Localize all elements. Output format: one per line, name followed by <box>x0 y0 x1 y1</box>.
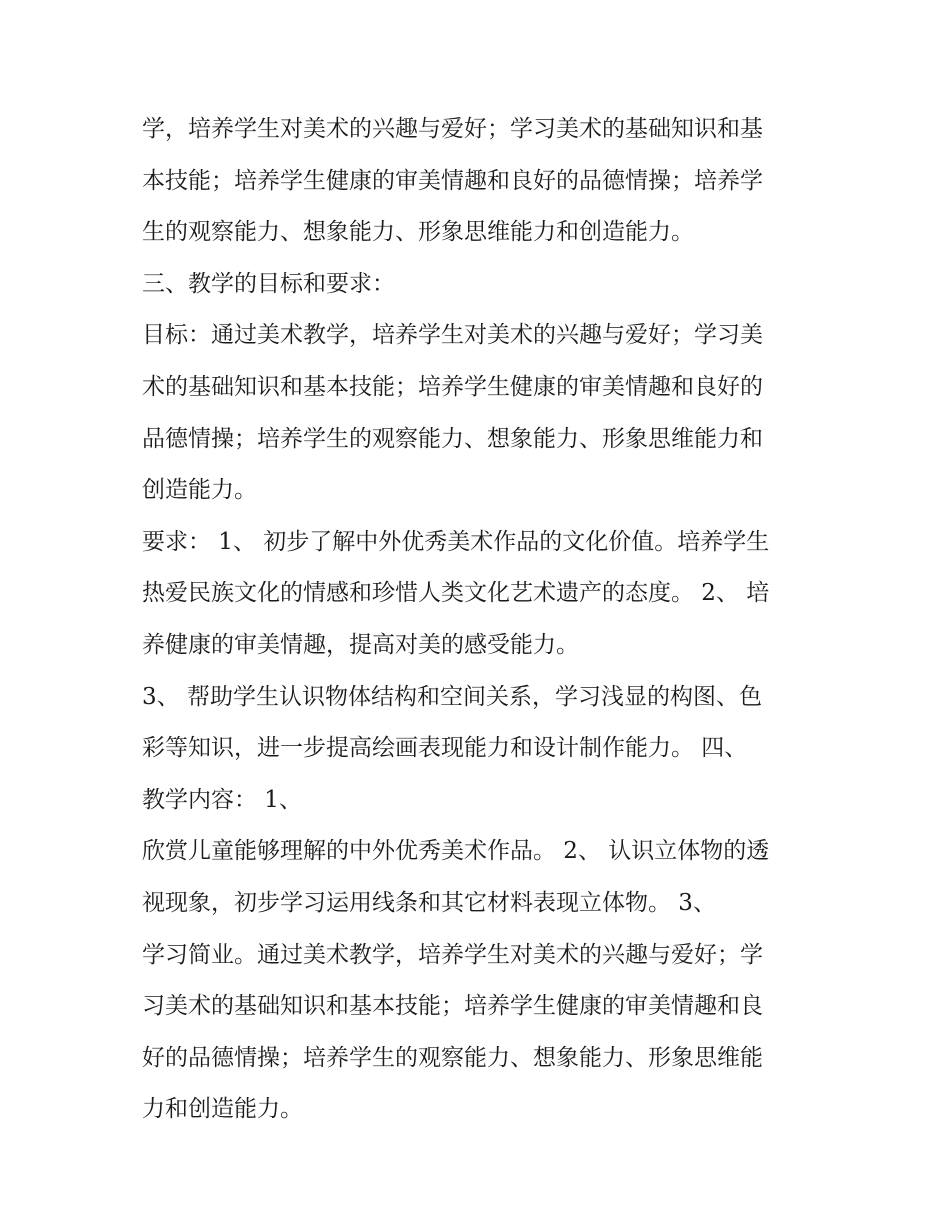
body-text <box>142 104 822 1136</box>
text-line: 学习简业。通过美术教学，培养学生对美术的兴趣与爱好；学 <box>142 941 763 968</box>
text-line: 目标：通过美术教学，培养学生对美术的兴趣与爱好；学习美 <box>142 322 763 349</box>
text-line: 品德情操；培养学生的观察能力、想象能力、形象思维能力和 <box>142 425 763 452</box>
text-line: 本技能；培养学生健康的审美情趣和良好的品德情操；培养学 <box>142 167 763 194</box>
text-line: 欣赏儿童能够理解的中外优秀美术作品。 2、 认识立体物的透 <box>142 838 770 865</box>
text-line: 视现象，初步学习运用线条和其它材料表现立体物。 3、 <box>142 889 716 916</box>
text-line: 学，培养学生对美术的兴趣与爱好；学习美术的基础知识和基 <box>142 116 763 142</box>
text-line: 生的观察能力、想象能力、形象思维能力和创造能力。 <box>142 219 694 246</box>
text-line: 创造能力。 <box>142 477 257 504</box>
text-line: 3、 帮助学生认识物体结构和空间关系，学习浅显的构图、色 <box>142 683 762 710</box>
text-line: 热爱民族文化的情感和珍惜人类文化艺术遗产的态度。 2、 培 <box>142 580 770 607</box>
text-line: 习美术的基础知识和基本技能；培养学生健康的审美情趣和良 <box>142 993 763 1020</box>
text-line: 彩等知识，进一步提高绘画表现能力和设计制作能力。 四、 <box>142 735 748 762</box>
text-line: 要求： 1、 初步了解中外优秀美术作品的文化价值。培养学生 <box>142 528 770 555</box>
section-heading: 三、教学的目标和要求： <box>142 270 395 297</box>
text-line: 教学内容： 1、 <box>142 786 302 813</box>
text-line: 术的基础知识和基本技能；培养学生健康的审美情趣和良好的 <box>142 373 763 400</box>
text-line: 力和创造能力。 <box>142 1096 303 1123</box>
text-line: 养健康的审美情趣，提高对美的感受能力。 <box>142 631 579 658</box>
text-line: 好的品德情操；培养学生的观察能力、想象能力、形象思维能 <box>142 1044 763 1071</box>
